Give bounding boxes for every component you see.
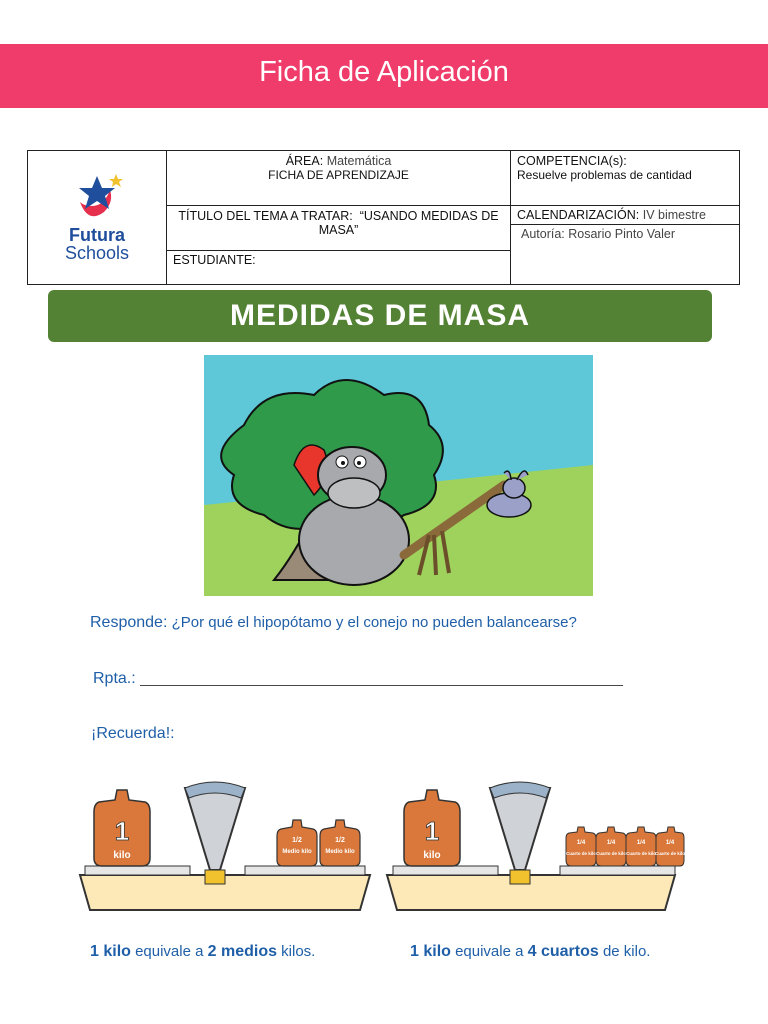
quarter-kilo-weight (596, 827, 626, 866)
caption-half: 1 kilo equivale a 2 medios kilos. (90, 943, 316, 960)
big-weight-unit: kilo (113, 850, 131, 861)
info-table (27, 150, 740, 285)
half-kilo-weight (277, 820, 317, 866)
svg-text:Medio kilo: Medio kilo (282, 849, 312, 855)
big-weight-unit: kilo (423, 850, 441, 861)
area-value: Matemática (326, 154, 392, 168)
titulo-value: “USANDO MEDIDAS DE MASA” (318, 209, 499, 237)
estudiante-cell (167, 251, 511, 285)
answer-label: Rpta.: (93, 670, 136, 687)
remember-heading: ¡Recuerda!: (91, 725, 175, 742)
competencia-cell (511, 151, 740, 206)
svg-text:Cuarto de kilo: Cuarto de kilo (595, 851, 627, 856)
caption-quarter: 1 kilo equivale a 4 cuartos de kilo. (410, 943, 651, 960)
answer-line (93, 670, 623, 688)
competencia-value: Resuelve problemas de cantidad (517, 168, 692, 182)
hippo-rabbit-seesaw-illustration (204, 355, 593, 596)
svg-text:Cuarto de kilo: Cuarto de kilo (654, 851, 685, 856)
svg-text:1/2: 1/2 (335, 837, 345, 844)
section-title: MEDIDAS DE MASA (229, 299, 530, 332)
area-label: ÁREA: (285, 154, 324, 168)
quarter-kilo-weight (655, 827, 685, 866)
question-text: ¿Por qué el hipopótamo y el conejo no pueden balancearse? (171, 614, 577, 631)
page-title: Ficha de Aplicación (259, 56, 509, 88)
half-kilo-weight (320, 820, 360, 866)
logo-futura: Futura (69, 225, 125, 245)
big-weight-number: 1 (424, 816, 440, 846)
logo-cell (28, 151, 167, 285)
autoria: Autoría: Rosario Pinto Valer (521, 227, 676, 241)
section-title-band (48, 290, 712, 342)
svg-text:Cuarto de kilo: Cuarto de kilo (565, 851, 597, 856)
quarter-kilo-weight (626, 827, 656, 866)
svg-text:1/4: 1/4 (576, 840, 586, 846)
svg-text:1/4: 1/4 (606, 840, 616, 846)
header-bar (0, 44, 768, 108)
quarter-kilo-weight (566, 827, 596, 866)
svg-text:1/4: 1/4 (636, 840, 646, 846)
scale-half-kilos (75, 780, 375, 920)
svg-text:Cuarto de kilo: Cuarto de kilo (625, 851, 657, 856)
titulo-label: TÍTULO DEL TEMA A TRATAR: (178, 209, 353, 223)
competencia-label: COMPETENCIA(s): (517, 154, 627, 168)
area-cell (167, 151, 511, 206)
titulo-cell (167, 206, 511, 251)
svg-text:1/2: 1/2 (292, 837, 302, 844)
star-logo-icon (52, 172, 142, 224)
logo-schools: Schools (64, 243, 130, 263)
estudiante-label: ESTUDIANTE: (173, 253, 256, 267)
ficha-label: FICHA DE APRENDIZAJE (268, 168, 409, 182)
calendarizacion-label: CALENDARIZACIÓN: (517, 208, 640, 222)
calendarizacion-value: IV bimestre (642, 208, 706, 222)
scale-quarter-kilos (385, 780, 685, 920)
calendarizacion-cell (511, 206, 740, 285)
question (90, 614, 577, 632)
svg-text:1/4: 1/4 (665, 840, 675, 846)
svg-text:Medio kilo: Medio kilo (325, 849, 355, 855)
question-label: Responde: (90, 614, 168, 631)
answer-blank: ______________________________________________________________ (140, 670, 623, 686)
big-weight-number: 1 (114, 816, 130, 846)
